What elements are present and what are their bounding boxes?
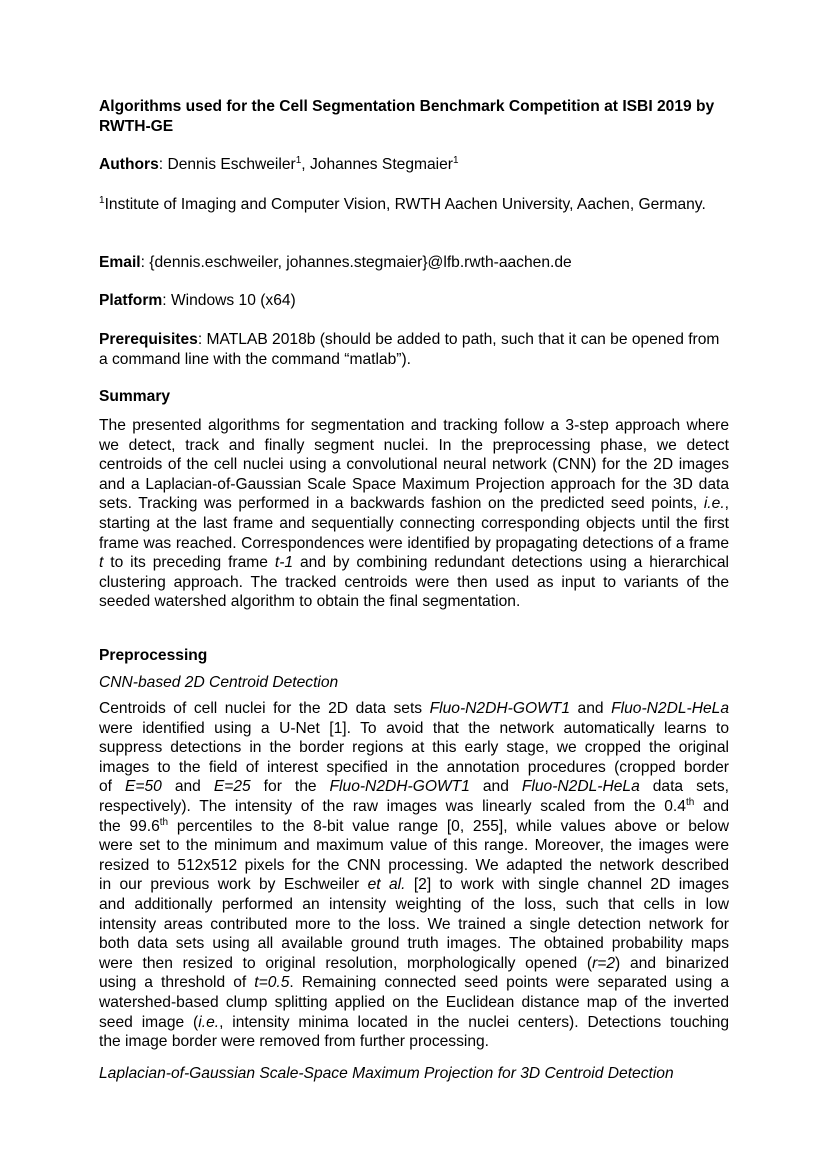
paragraph-line: [99, 875, 729, 895]
summary-text-1: The presented algorithms for segmentation and tracking follow a 3-step approach where we detect, track and finally segment nuclei. In the preprocessing phase, we detect centroids of the cell nuclei using a convolutional neural network (CNN) for the 2D images and a Laplacian-of-Gaussian Scale Space Maximum Projection approach for the 3D data sets. Tracking was performed in a backwards fashion on the predicted seed points,: [99, 417, 729, 513]
text-run: Centroids of cell nuclei for the 2D data sets: [99, 700, 430, 717]
italic-term: Fluo-N2DL-HeLa: [521, 778, 640, 796]
italic-term: t=0.5: [254, 974, 290, 992]
prerequisites-sep: :: [197, 331, 207, 348]
italic-term: i.e.: [198, 1013, 220, 1031]
platform-sep: :: [162, 292, 171, 309]
summary-ie: i.e.: [703, 495, 725, 513]
preprocessing-paragraph: [99, 699, 729, 1052]
paragraph-line: [99, 1032, 729, 1052]
platform-label: Platform: [99, 292, 163, 309]
text-run: images to the field of interest specified in the annotation procedures (cropped border: [99, 758, 729, 776]
italic-term: Fluo-N2DL-HeLa: [611, 700, 730, 717]
text-run: watershed-based clump splitting applied on the Euclidean distance map of the inverted: [99, 993, 729, 1011]
text-run: were identified using a U-Net [1]. To avoid that the network automatically learns to: [99, 719, 729, 737]
email-line: [99, 253, 729, 273]
summary-text-4: and by combining redundant detections using a hierarchical clustering approach. The tracked centroids were then used as input to variants of the seeded watershed algorithm to obtain the final segmentation.: [99, 554, 729, 611]
authors-sep: :: [158, 156, 168, 173]
summary-var-t-minus-1: t-1: [274, 554, 294, 572]
paragraph-line: [99, 973, 729, 993]
summary-text-2: , starting at the last frame and sequentially connecting corresponding objects until the first frame was reached. Correspondences were identified by propagating detections of a frame: [99, 495, 729, 552]
affiliation-text: Institute of Imaging and Computer Vision, RWTH Aachen University, Aachen, Germany.: [104, 196, 706, 213]
author-2: Johannes Stegmaier: [309, 156, 454, 173]
prerequisites-line: [99, 330, 729, 369]
paragraph-line: [99, 797, 729, 817]
author-1-affil-mark: 1: [295, 154, 302, 166]
paragraph-line: [99, 856, 729, 876]
text-run: in our previous work by Eschweiler: [99, 876, 368, 894]
text-run: the image border were removed from further processing.: [99, 1033, 490, 1051]
text-run: the 99.6: [99, 817, 160, 835]
prerequisites-label: Prerequisites: [99, 331, 198, 348]
paragraph-line: [99, 699, 729, 719]
italic-term: Fluo-N2DH-GOWT1: [329, 778, 470, 796]
paragraph-line: [99, 954, 729, 974]
text-run: both data sets using all available ground truth images. The obtained probability maps: [99, 935, 729, 953]
text-run: suppress detections in the border regions at this early stage, we cropped the original: [99, 739, 729, 757]
text-run: and: [694, 797, 730, 815]
text-run: , intensity minima located in the nuclei centers). Detections touching: [219, 1013, 729, 1031]
platform-line: [99, 291, 729, 311]
paragraph-line: [99, 1013, 729, 1033]
text-run: data sets,: [639, 778, 729, 796]
text-run: and: [570, 700, 612, 717]
italic-term: r=2: [592, 954, 616, 972]
italic-term: Fluo-N2DH-GOWT1: [429, 700, 570, 717]
cnn-subheading: CNN-based 2D Centroid Detection: [99, 674, 339, 691]
text-run: were set to the minimum and maximum value of this range. Moreover, the images were: [99, 837, 729, 855]
summary-paragraph: [99, 416, 729, 612]
summary-text-3: to its preceding frame: [103, 554, 275, 572]
affiliation: [99, 195, 729, 215]
text-run: seed image (: [99, 1013, 199, 1031]
authors-line: [99, 155, 729, 175]
paragraph-line: [99, 738, 729, 758]
paragraph-line: [99, 719, 729, 739]
paragraph-line: [99, 836, 729, 856]
italic-term: E=50: [125, 778, 162, 796]
ordinal-superscript: th: [159, 816, 169, 828]
prerequisites-value: MATLAB 2018b (should be added to path, such that it can be opened from a command line with the command “matlab”).: [99, 331, 720, 368]
authors-label: Authors: [99, 156, 159, 173]
text-run: [2] to work with single channel 2D images: [405, 876, 729, 894]
text-run: resized to 512x512 pixels for the CNN processing. We adapted the network described: [99, 856, 729, 874]
email-sep: :: [140, 254, 150, 271]
paragraph-line: [99, 758, 729, 778]
text-run: and: [469, 778, 522, 796]
document-title: Algorithms used for the Cell Segmentation Benchmark Competition at ISBI 2019 by RWTH-GE: [99, 98, 715, 135]
author-2-affil-mark: 1: [453, 154, 459, 166]
text-run: of: [99, 778, 125, 796]
paragraph-line: [99, 934, 729, 954]
paragraph-line: [99, 993, 729, 1013]
email-label: Email: [99, 254, 141, 271]
log-subheading: Laplacian-of-Gaussian Scale-Space Maximum Projection for 3D Centroid Detection: [99, 1065, 674, 1082]
preprocessing-heading: Preprocessing: [99, 647, 208, 664]
summary-var-t: t: [99, 554, 104, 572]
ordinal-superscript: th: [685, 796, 695, 808]
summary-heading: Summary: [99, 388, 171, 405]
affiliation-mark: 1: [99, 194, 105, 206]
paragraph-line: [99, 777, 729, 797]
text-run: . Remaining connected seed points were separated using a: [289, 974, 730, 992]
text-run: and: [161, 778, 214, 796]
text-run: using a threshold of: [99, 974, 255, 992]
author-1: Dennis Eschweiler: [167, 156, 296, 173]
text-run: percentiles to the 8-bit value range [0, 255], while values above or below: [168, 817, 729, 835]
text-run: intensity areas contributed more to the loss. We trained a single detection network for: [99, 915, 729, 933]
paragraph-line: [99, 895, 729, 915]
paragraph-line: [99, 915, 729, 935]
text-run: were then resized to original resolution, morphologically opened (: [99, 954, 593, 972]
text-run: for the: [250, 778, 330, 796]
text-run: and additionally performed an intensity weighting of the loss, such that cells in low: [99, 895, 729, 913]
paragraph-line: [99, 817, 729, 837]
platform-value: Windows 10 (x64): [170, 292, 296, 309]
text-run: ) and binarized: [615, 954, 729, 972]
text-run: respectively). The intensity of the raw images was linearly scaled from the 0.4: [99, 797, 686, 815]
italic-term: E=25: [213, 778, 251, 796]
authors-comma: ,: [301, 156, 310, 173]
email-value: {dennis.eschweiler, johannes.stegmaier}@lfb.rwth-aachen.de: [149, 254, 572, 271]
italic-term: et al.: [367, 876, 406, 894]
